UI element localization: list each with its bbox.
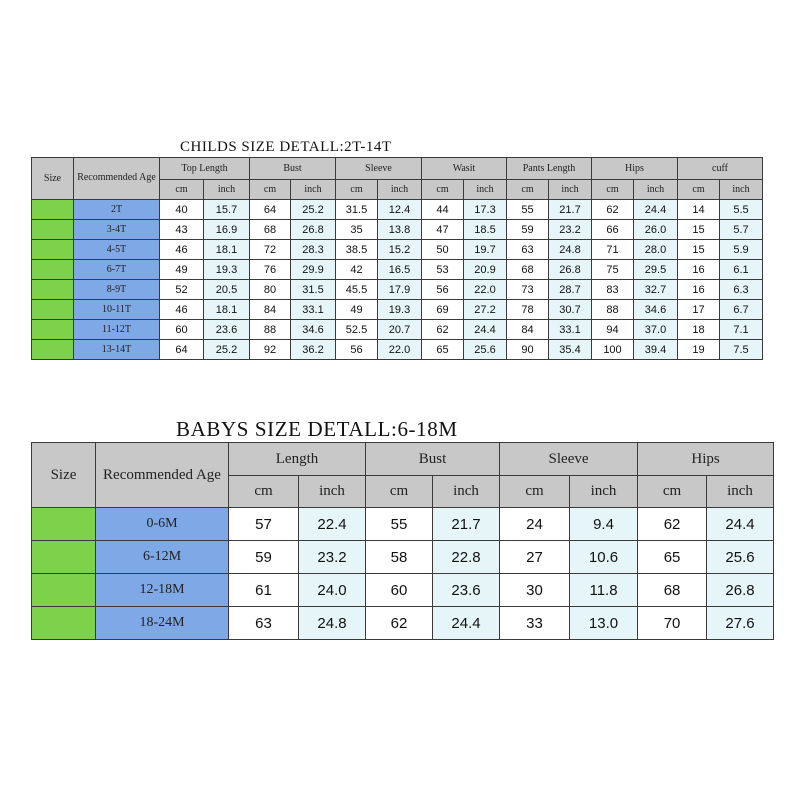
inch-value-cell: 31.5 bbox=[291, 280, 336, 300]
measurement-group-header: Bust bbox=[250, 158, 336, 180]
cm-value-cell: 88 bbox=[592, 300, 634, 320]
measurement-group-header: Top Length bbox=[160, 158, 250, 180]
cm-value-cell: 76 bbox=[250, 260, 291, 280]
size-color-swatch bbox=[32, 220, 74, 240]
cm-value-cell: 88 bbox=[250, 320, 291, 340]
inch-value-cell: 34.6 bbox=[291, 320, 336, 340]
recommended-age-header: Recommended Age bbox=[96, 443, 229, 508]
cm-value-cell: 46 bbox=[160, 300, 204, 320]
measurement-group-header: Bust bbox=[366, 443, 500, 476]
unit-inch-header: inch bbox=[570, 476, 638, 508]
cm-value-cell: 63 bbox=[229, 607, 299, 640]
size-color-swatch bbox=[32, 574, 96, 607]
inch-value-cell: 5.7 bbox=[720, 220, 763, 240]
cm-value-cell: 56 bbox=[422, 280, 464, 300]
cm-value-cell: 55 bbox=[507, 200, 549, 220]
inch-value-cell: 26.8 bbox=[707, 574, 774, 607]
cm-value-cell: 83 bbox=[592, 280, 634, 300]
inch-value-cell: 26.8 bbox=[291, 220, 336, 240]
inch-value-cell: 13.8 bbox=[378, 220, 422, 240]
cm-value-cell: 17 bbox=[678, 300, 720, 320]
cm-value-cell: 18 bbox=[678, 320, 720, 340]
cm-value-cell: 40 bbox=[160, 200, 204, 220]
inch-value-cell: 33.1 bbox=[291, 300, 336, 320]
cm-value-cell: 68 bbox=[507, 260, 549, 280]
inch-value-cell: 17.9 bbox=[378, 280, 422, 300]
inch-value-cell: 19.3 bbox=[204, 260, 250, 280]
inch-value-cell: 29.5 bbox=[634, 260, 678, 280]
size-color-swatch bbox=[32, 280, 74, 300]
inch-value-cell: 20.7 bbox=[378, 320, 422, 340]
inch-value-cell: 6.1 bbox=[720, 260, 763, 280]
age-cell: 13-14T bbox=[74, 340, 160, 360]
cm-value-cell: 24 bbox=[500, 508, 570, 541]
cm-value-cell: 14 bbox=[678, 200, 720, 220]
size-color-swatch bbox=[32, 607, 96, 640]
inch-value-cell: 10.6 bbox=[570, 541, 638, 574]
inch-value-cell: 16.5 bbox=[378, 260, 422, 280]
cm-value-cell: 47 bbox=[422, 220, 464, 240]
inch-value-cell: 17.3 bbox=[464, 200, 507, 220]
age-cell: 6-12M bbox=[96, 541, 229, 574]
unit-cm-header: cm bbox=[366, 476, 433, 508]
inch-value-cell: 19.7 bbox=[464, 240, 507, 260]
recommended-age-header: Recommended Age bbox=[74, 158, 160, 200]
age-cell: 18-24M bbox=[96, 607, 229, 640]
unit-inch-header: inch bbox=[464, 180, 507, 200]
inch-value-cell: 20.9 bbox=[464, 260, 507, 280]
cm-value-cell: 100 bbox=[592, 340, 634, 360]
cm-value-cell: 68 bbox=[250, 220, 291, 240]
measurement-group-header: Wasit bbox=[422, 158, 507, 180]
inch-value-cell: 25.6 bbox=[464, 340, 507, 360]
measurement-group-header: Sleeve bbox=[336, 158, 422, 180]
cm-value-cell: 42 bbox=[336, 260, 378, 280]
cm-value-cell: 78 bbox=[507, 300, 549, 320]
cm-value-cell: 64 bbox=[250, 200, 291, 220]
unit-cm-header: cm bbox=[422, 180, 464, 200]
inch-value-cell: 36.2 bbox=[291, 340, 336, 360]
table-row bbox=[32, 340, 800, 360]
cm-value-cell: 50 bbox=[422, 240, 464, 260]
inch-value-cell: 24.8 bbox=[549, 240, 592, 260]
size-color-swatch bbox=[32, 200, 74, 220]
cm-value-cell: 64 bbox=[160, 340, 204, 360]
inch-value-cell: 26.0 bbox=[634, 220, 678, 240]
inch-value-cell: 21.7 bbox=[549, 200, 592, 220]
cm-value-cell: 45.5 bbox=[336, 280, 378, 300]
table-row bbox=[32, 240, 800, 260]
inch-value-cell: 12.4 bbox=[378, 200, 422, 220]
inch-value-cell: 23.2 bbox=[299, 541, 366, 574]
cm-value-cell: 30 bbox=[500, 574, 570, 607]
cm-value-cell: 65 bbox=[422, 340, 464, 360]
cm-value-cell: 92 bbox=[250, 340, 291, 360]
inch-value-cell: 25.2 bbox=[204, 340, 250, 360]
cm-value-cell: 70 bbox=[638, 607, 707, 640]
inch-value-cell: 15.2 bbox=[378, 240, 422, 260]
inch-value-cell: 23.6 bbox=[433, 574, 500, 607]
inch-value-cell: 27.6 bbox=[707, 607, 774, 640]
cm-value-cell: 73 bbox=[507, 280, 549, 300]
unit-cm-header: cm bbox=[507, 180, 549, 200]
inch-value-cell: 18.1 bbox=[204, 300, 250, 320]
cm-value-cell: 90 bbox=[507, 340, 549, 360]
inch-value-cell: 20.5 bbox=[204, 280, 250, 300]
size-color-swatch bbox=[32, 340, 74, 360]
unit-cm-header: cm bbox=[250, 180, 291, 200]
cm-value-cell: 72 bbox=[250, 240, 291, 260]
cm-value-cell: 16 bbox=[678, 260, 720, 280]
inch-value-cell: 32.7 bbox=[634, 280, 678, 300]
cm-value-cell: 44 bbox=[422, 200, 464, 220]
cm-value-cell: 75 bbox=[592, 260, 634, 280]
inch-value-cell: 37.0 bbox=[634, 320, 678, 340]
child-size-table bbox=[31, 157, 800, 360]
cm-value-cell: 53 bbox=[422, 260, 464, 280]
inch-value-cell: 22.4 bbox=[299, 508, 366, 541]
inch-value-cell: 39.4 bbox=[634, 340, 678, 360]
age-cell: 10-11T bbox=[74, 300, 160, 320]
age-cell: 2T bbox=[74, 200, 160, 220]
inch-value-cell: 5.5 bbox=[720, 200, 763, 220]
cm-value-cell: 31.5 bbox=[336, 200, 378, 220]
cm-value-cell: 16 bbox=[678, 280, 720, 300]
cm-value-cell: 58 bbox=[366, 541, 433, 574]
cm-value-cell: 56 bbox=[336, 340, 378, 360]
cm-value-cell: 35 bbox=[336, 220, 378, 240]
unit-cm-header: cm bbox=[500, 476, 570, 508]
cm-value-cell: 52 bbox=[160, 280, 204, 300]
inch-value-cell: 28.7 bbox=[549, 280, 592, 300]
table-row bbox=[32, 508, 774, 541]
cm-value-cell: 68 bbox=[638, 574, 707, 607]
inch-value-cell: 13.0 bbox=[570, 607, 638, 640]
inch-value-cell: 25.6 bbox=[707, 541, 774, 574]
cm-value-cell: 60 bbox=[366, 574, 433, 607]
inch-value-cell: 22.0 bbox=[378, 340, 422, 360]
inch-value-cell: 30.7 bbox=[549, 300, 592, 320]
unit-inch-header: inch bbox=[204, 180, 250, 200]
table-row bbox=[32, 574, 774, 607]
inch-value-cell: 24.4 bbox=[433, 607, 500, 640]
size-color-swatch bbox=[32, 260, 74, 280]
size-color-swatch bbox=[32, 508, 96, 541]
unit-cm-header: cm bbox=[229, 476, 299, 508]
cm-value-cell: 65 bbox=[638, 541, 707, 574]
unit-cm-header: cm bbox=[160, 180, 204, 200]
inch-value-cell: 29.9 bbox=[291, 260, 336, 280]
inch-value-cell: 24.8 bbox=[299, 607, 366, 640]
child-chart-title: CHILDS SIZE DETALL:2T-14T bbox=[180, 139, 392, 155]
inch-value-cell: 18.5 bbox=[464, 220, 507, 240]
cm-value-cell: 49 bbox=[336, 300, 378, 320]
inch-value-cell: 6.7 bbox=[720, 300, 763, 320]
header-row-groups bbox=[32, 443, 774, 476]
measurement-group-header: Hips bbox=[638, 443, 774, 476]
inch-value-cell: 23.6 bbox=[204, 320, 250, 340]
cm-value-cell: 84 bbox=[507, 320, 549, 340]
cm-value-cell: 66 bbox=[592, 220, 634, 240]
inch-value-cell: 6.3 bbox=[720, 280, 763, 300]
table-row bbox=[32, 607, 774, 640]
measurement-group-header: cuff bbox=[678, 158, 763, 180]
header-row-groups bbox=[32, 158, 800, 180]
size-color-swatch bbox=[32, 541, 96, 574]
inch-value-cell: 21.7 bbox=[433, 508, 500, 541]
unit-inch-header: inch bbox=[549, 180, 592, 200]
inch-value-cell: 19.3 bbox=[378, 300, 422, 320]
cm-value-cell: 43 bbox=[160, 220, 204, 240]
age-cell: 11-12T bbox=[74, 320, 160, 340]
cm-value-cell: 52.5 bbox=[336, 320, 378, 340]
inch-value-cell: 22.0 bbox=[464, 280, 507, 300]
inch-value-cell: 28.3 bbox=[291, 240, 336, 260]
cm-value-cell: 46 bbox=[160, 240, 204, 260]
unit-inch-header: inch bbox=[299, 476, 366, 508]
cm-value-cell: 94 bbox=[592, 320, 634, 340]
cm-value-cell: 55 bbox=[366, 508, 433, 541]
measurement-group-header: Pants Length bbox=[507, 158, 592, 180]
cm-value-cell: 33 bbox=[500, 607, 570, 640]
inch-value-cell: 9.4 bbox=[570, 508, 638, 541]
unit-cm-header: cm bbox=[336, 180, 378, 200]
measurement-group-header: Length bbox=[229, 443, 366, 476]
unit-inch-header: inch bbox=[378, 180, 422, 200]
size-color-swatch bbox=[32, 300, 74, 320]
inch-value-cell: 16.9 bbox=[204, 220, 250, 240]
unit-inch-header: inch bbox=[291, 180, 336, 200]
inch-value-cell: 7.1 bbox=[720, 320, 763, 340]
baby-size-table bbox=[31, 442, 774, 640]
inch-value-cell: 11.8 bbox=[570, 574, 638, 607]
table-row bbox=[32, 300, 800, 320]
cm-value-cell: 62 bbox=[638, 508, 707, 541]
cm-value-cell: 49 bbox=[160, 260, 204, 280]
inch-value-cell: 25.2 bbox=[291, 200, 336, 220]
measurement-group-header: Sleeve bbox=[500, 443, 638, 476]
inch-value-cell: 7.5 bbox=[720, 340, 763, 360]
unit-inch-header: inch bbox=[433, 476, 500, 508]
cm-value-cell: 62 bbox=[422, 320, 464, 340]
age-cell: 3-4T bbox=[74, 220, 160, 240]
table-row bbox=[32, 280, 800, 300]
cm-value-cell: 69 bbox=[422, 300, 464, 320]
size-color-swatch bbox=[32, 320, 74, 340]
cm-value-cell: 61 bbox=[229, 574, 299, 607]
cm-value-cell: 62 bbox=[366, 607, 433, 640]
cm-value-cell: 60 bbox=[160, 320, 204, 340]
cm-value-cell: 71 bbox=[592, 240, 634, 260]
inch-value-cell: 18.1 bbox=[204, 240, 250, 260]
unit-inch-header: inch bbox=[707, 476, 774, 508]
inch-value-cell: 15.7 bbox=[204, 200, 250, 220]
cm-value-cell: 59 bbox=[229, 541, 299, 574]
unit-cm-header: cm bbox=[638, 476, 707, 508]
inch-value-cell: 24.4 bbox=[634, 200, 678, 220]
age-cell: 0-6M bbox=[96, 508, 229, 541]
size-header: Size bbox=[32, 443, 96, 508]
cm-value-cell: 59 bbox=[507, 220, 549, 240]
inch-value-cell: 24.4 bbox=[707, 508, 774, 541]
table-row bbox=[32, 220, 800, 240]
measurement-group-header: Hips bbox=[592, 158, 678, 180]
cm-value-cell: 80 bbox=[250, 280, 291, 300]
inch-value-cell: 33.1 bbox=[549, 320, 592, 340]
table-row bbox=[32, 541, 774, 574]
inch-value-cell: 28.0 bbox=[634, 240, 678, 260]
inch-value-cell: 27.2 bbox=[464, 300, 507, 320]
cm-value-cell: 15 bbox=[678, 220, 720, 240]
age-cell: 4-5T bbox=[74, 240, 160, 260]
cm-value-cell: 15 bbox=[678, 240, 720, 260]
cm-value-cell: 62 bbox=[592, 200, 634, 220]
inch-value-cell: 34.6 bbox=[634, 300, 678, 320]
inch-value-cell: 23.2 bbox=[549, 220, 592, 240]
cm-value-cell: 19 bbox=[678, 340, 720, 360]
age-cell: 8-9T bbox=[74, 280, 160, 300]
table-row bbox=[32, 200, 800, 220]
inch-value-cell: 24.0 bbox=[299, 574, 366, 607]
unit-cm-header: cm bbox=[678, 180, 720, 200]
size-color-swatch bbox=[32, 240, 74, 260]
cm-value-cell: 57 bbox=[229, 508, 299, 541]
cm-value-cell: 63 bbox=[507, 240, 549, 260]
inch-value-cell: 35.4 bbox=[549, 340, 592, 360]
inch-value-cell: 5.9 bbox=[720, 240, 763, 260]
table-row bbox=[32, 260, 800, 280]
table-row bbox=[32, 320, 800, 340]
inch-value-cell: 22.8 bbox=[433, 541, 500, 574]
cm-value-cell: 27 bbox=[500, 541, 570, 574]
inch-value-cell: 24.4 bbox=[464, 320, 507, 340]
cm-value-cell: 84 bbox=[250, 300, 291, 320]
unit-inch-header: inch bbox=[634, 180, 678, 200]
age-cell: 6-7T bbox=[74, 260, 160, 280]
size-header: Size bbox=[32, 158, 74, 200]
age-cell: 12-18M bbox=[96, 574, 229, 607]
unit-inch-header: inch bbox=[720, 180, 763, 200]
baby-chart-title: BABYS SIZE DETALL:6-18M bbox=[176, 417, 458, 441]
unit-cm-header: cm bbox=[592, 180, 634, 200]
cm-value-cell: 38.5 bbox=[336, 240, 378, 260]
inch-value-cell: 26.8 bbox=[549, 260, 592, 280]
